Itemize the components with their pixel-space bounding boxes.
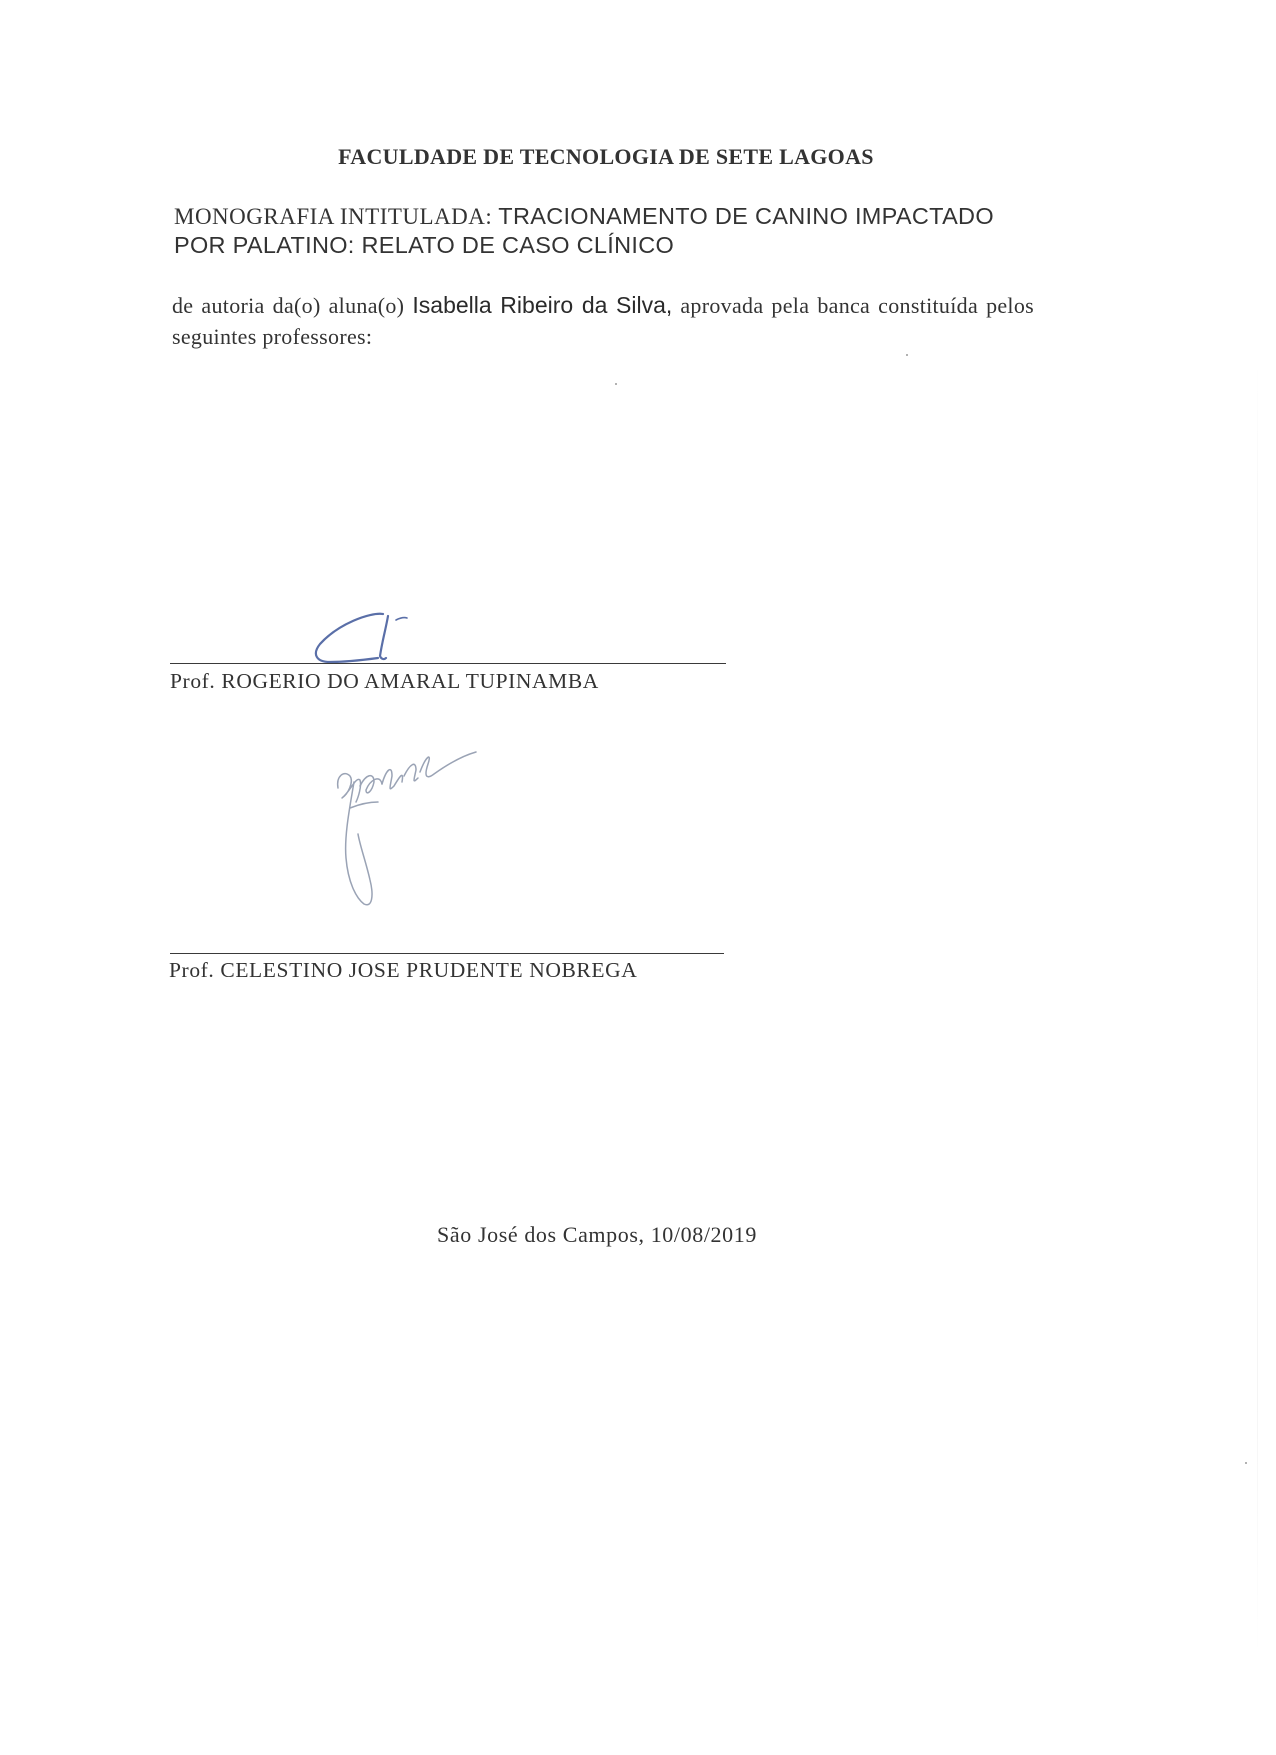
- institution-heading: FACULDADE DE TECNOLOGIA DE SETE LAGOAS: [338, 144, 874, 169]
- monograph-title-part-2: POR PALATINO: RELATO DE CASO CLÍNICO: [174, 232, 675, 258]
- examiner-2-signature-line: [170, 953, 724, 954]
- authorship-lead: de autoria da(o) aluna(o): [172, 293, 405, 318]
- scan-speck: [615, 383, 617, 385]
- place-and-date: São José dos Campos, 10/08/2019: [437, 1222, 757, 1247]
- monograph-title-line-2: [174, 231, 1054, 260]
- examiner-2-name: Prof. CELESTINO JOSE PRUDENTE NOBREGA: [169, 958, 638, 982]
- scan-speck: [1245, 1462, 1247, 1464]
- monograph-title-part-1: TRACIONAMENTO DE CANINO IMPACTADO: [498, 203, 994, 229]
- authorship-tail: aprovada pela banca constituída pelos seguintes professores:: [172, 293, 1035, 349]
- scan-edge-shadow: [1257, 360, 1258, 1660]
- monograph-prefix: MONOGRAFIA INTITULADA:: [174, 204, 493, 229]
- monograph-title-line-1: [174, 202, 1054, 231]
- student-name: Isabella Ribeiro da Silva,: [412, 292, 673, 318]
- examiner-1-name: Prof. ROGERIO DO AMARAL TUPINAMBA: [170, 669, 599, 693]
- examiner-1-signature-line: [170, 663, 726, 664]
- examiner-1-signature: [308, 606, 428, 668]
- scan-speck: [906, 354, 908, 356]
- authorship-paragraph: [172, 290, 1034, 352]
- monograph-title-block: [174, 202, 1054, 260]
- examiner-2-signature: [330, 746, 490, 916]
